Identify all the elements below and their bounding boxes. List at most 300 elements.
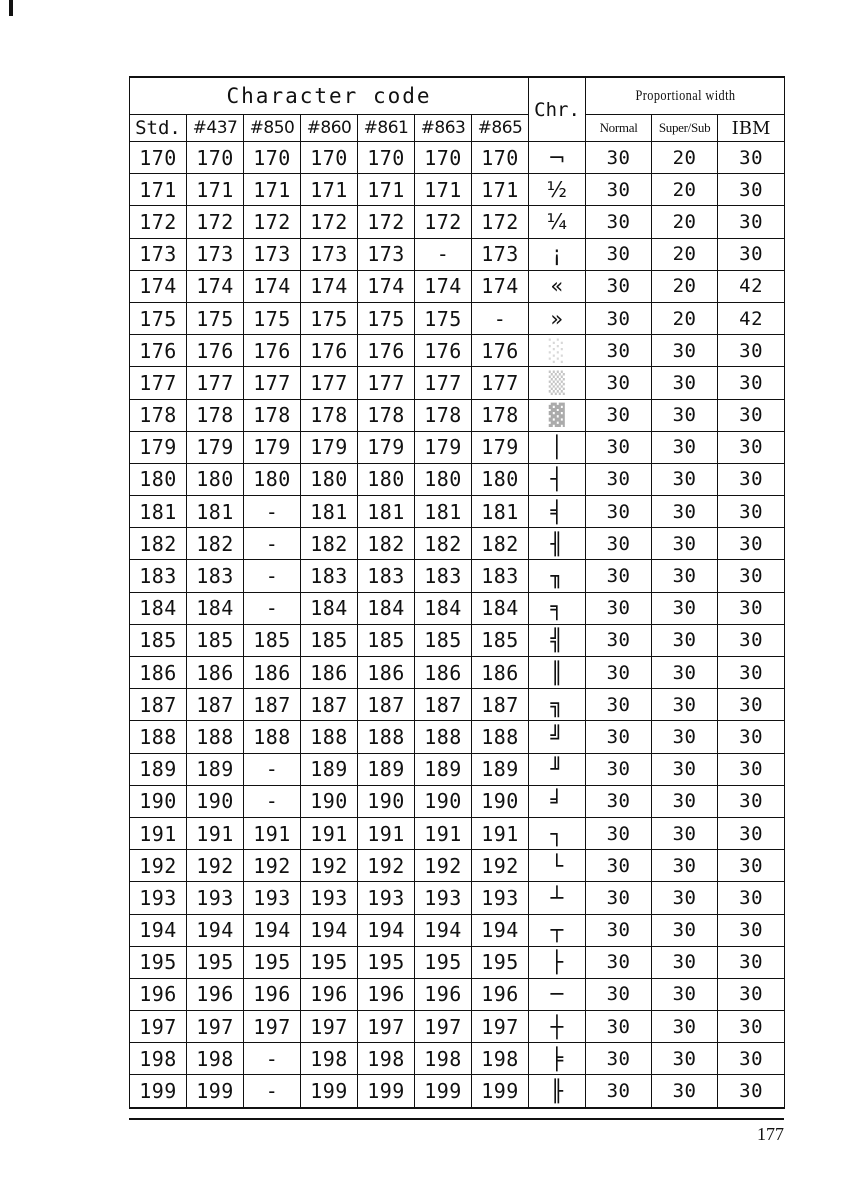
width-normal-cell: 30 — [586, 206, 652, 238]
code-860-cell: 185 — [301, 624, 358, 656]
character-glyph-cell: ╢ — [529, 528, 586, 560]
character-glyph-cell: ╗ — [529, 689, 586, 721]
code-861-cell: 187 — [358, 689, 415, 721]
width-super-sub-cell: 30 — [652, 882, 718, 914]
code-863-cell: 199 — [415, 1075, 472, 1108]
code-865-cell: 198 — [472, 1043, 529, 1075]
code-850-cell: 177 — [244, 367, 301, 399]
character-glyph-cell: ▒ — [529, 367, 586, 399]
character-glyph-cell: ┬ — [529, 914, 586, 946]
code-861-cell: 174 — [358, 270, 415, 302]
code-437-cell: 189 — [187, 753, 244, 785]
code-860-cell: 172 — [301, 206, 358, 238]
code-860-cell: 170 — [301, 142, 358, 174]
table-row — [130, 206, 785, 238]
character-glyph-cell: ░ — [529, 335, 586, 367]
table-row — [130, 850, 785, 882]
code-437-cell: 195 — [187, 946, 244, 978]
code-863-cell: 191 — [415, 817, 472, 849]
code-850-cell: 172 — [244, 206, 301, 238]
margin-mark — [9, 0, 13, 16]
code-850-cell: 187 — [244, 689, 301, 721]
header-group-row — [130, 77, 785, 115]
code-865-cell: 188 — [472, 721, 529, 753]
code-865-cell: 185 — [472, 624, 529, 656]
width-normal-cell: 30 — [586, 978, 652, 1010]
code-std-cell: 176 — [130, 335, 187, 367]
code-std-cell: 190 — [130, 785, 187, 817]
code-863-cell: 188 — [415, 721, 472, 753]
code-437-cell: 197 — [187, 1011, 244, 1043]
code-865-cell: 182 — [472, 528, 529, 560]
code-863-cell: 179 — [415, 431, 472, 463]
code-865-cell: 174 — [472, 270, 529, 302]
code-860-cell: 184 — [301, 592, 358, 624]
code-865-cell: 191 — [472, 817, 529, 849]
width-ibm-cell: 30 — [718, 1011, 785, 1043]
width-super-sub-cell: 30 — [652, 689, 718, 721]
code-861-cell: 172 — [358, 206, 415, 238]
character-glyph-cell: ½ — [529, 174, 586, 206]
width-normal-cell: 30 — [586, 238, 652, 270]
col-850: #850 — [244, 115, 301, 142]
width-ibm-cell: 30 — [718, 496, 785, 528]
table-row — [130, 882, 785, 914]
table-body — [130, 142, 785, 1108]
code-863-cell: 175 — [415, 302, 472, 334]
code-863-cell: 187 — [415, 689, 472, 721]
width-super-sub-cell: 30 — [652, 850, 718, 882]
width-super-sub-cell: 30 — [652, 914, 718, 946]
code-850-cell: 193 — [244, 882, 301, 914]
character-glyph-cell: ▓ — [529, 399, 586, 431]
col-normal: Normal — [586, 115, 652, 142]
width-ibm-cell: 30 — [718, 560, 785, 592]
code-861-cell: 188 — [358, 721, 415, 753]
code-861-cell: 198 — [358, 1043, 415, 1075]
width-super-sub-cell: 20 — [652, 238, 718, 270]
code-437-cell: 171 — [187, 174, 244, 206]
width-normal-cell: 30 — [586, 657, 652, 689]
table-row — [130, 753, 785, 785]
code-863-cell: 170 — [415, 142, 472, 174]
code-std-cell: 199 — [130, 1075, 187, 1108]
table-row — [130, 978, 785, 1010]
width-ibm-cell: 30 — [718, 978, 785, 1010]
code-850-cell: - — [244, 1043, 301, 1075]
code-863-cell: 180 — [415, 463, 472, 495]
code-865-cell: 195 — [472, 946, 529, 978]
code-861-cell: 179 — [358, 431, 415, 463]
character-glyph-cell: ├ — [529, 946, 586, 978]
code-850-cell: - — [244, 1075, 301, 1108]
code-863-cell: 189 — [415, 753, 472, 785]
code-863-cell: 177 — [415, 367, 472, 399]
width-super-sub-cell: 30 — [652, 817, 718, 849]
code-850-cell: 195 — [244, 946, 301, 978]
width-super-sub-cell: 30 — [652, 753, 718, 785]
code-863-cell: 197 — [415, 1011, 472, 1043]
table-row — [130, 1043, 785, 1075]
width-super-sub-cell: 20 — [652, 174, 718, 206]
width-ibm-cell: 30 — [718, 1075, 785, 1108]
table-row — [130, 463, 785, 495]
code-860-cell: 182 — [301, 528, 358, 560]
code-865-cell: 177 — [472, 367, 529, 399]
col-860: #860 — [301, 115, 358, 142]
width-super-sub-cell: 30 — [652, 463, 718, 495]
col-437: #437 — [187, 115, 244, 142]
width-super-sub-cell: 30 — [652, 1011, 718, 1043]
character-glyph-cell: » — [529, 302, 586, 334]
width-super-sub-cell: 30 — [652, 785, 718, 817]
code-861-cell: 171 — [358, 174, 415, 206]
width-ibm-cell: 30 — [718, 817, 785, 849]
code-860-cell: 173 — [301, 238, 358, 270]
code-437-cell: 177 — [187, 367, 244, 399]
code-437-cell: 194 — [187, 914, 244, 946]
code-850-cell: 175 — [244, 302, 301, 334]
code-860-cell: 195 — [301, 946, 358, 978]
width-normal-cell: 30 — [586, 399, 652, 431]
width-ibm-cell: 30 — [718, 785, 785, 817]
code-865-cell: - — [472, 302, 529, 334]
code-863-cell: 184 — [415, 592, 472, 624]
code-860-cell: 183 — [301, 560, 358, 592]
code-860-cell: 188 — [301, 721, 358, 753]
col-863: #863 — [415, 115, 472, 142]
width-normal-cell: 30 — [586, 592, 652, 624]
code-437-cell: 187 — [187, 689, 244, 721]
code-850-cell: 174 — [244, 270, 301, 302]
code-860-cell: 194 — [301, 914, 358, 946]
code-std-cell: 172 — [130, 206, 187, 238]
code-865-cell: 189 — [472, 753, 529, 785]
width-super-sub-cell: 30 — [652, 367, 718, 399]
code-850-cell: 196 — [244, 978, 301, 1010]
code-863-cell: 181 — [415, 496, 472, 528]
width-ibm-cell: 42 — [718, 302, 785, 334]
width-ibm-cell: 30 — [718, 914, 785, 946]
code-850-cell: 180 — [244, 463, 301, 495]
code-std-cell: 188 — [130, 721, 187, 753]
code-860-cell: 181 — [301, 496, 358, 528]
table-row — [130, 367, 785, 399]
table-row — [130, 142, 785, 174]
code-860-cell: 199 — [301, 1075, 358, 1108]
width-super-sub-cell: 30 — [652, 978, 718, 1010]
table-row — [130, 560, 785, 592]
character-glyph-cell: ╟ — [529, 1075, 586, 1108]
code-850-cell: 197 — [244, 1011, 301, 1043]
code-std-cell: 192 — [130, 850, 187, 882]
width-super-sub-cell: 30 — [652, 624, 718, 656]
width-normal-cell: 30 — [586, 367, 652, 399]
width-normal-cell: 30 — [586, 174, 652, 206]
code-863-cell: 185 — [415, 624, 472, 656]
code-std-cell: 181 — [130, 496, 187, 528]
character-glyph-cell: ┼ — [529, 1011, 586, 1043]
width-ibm-cell: 30 — [718, 431, 785, 463]
table-row — [130, 592, 785, 624]
width-super-sub-cell: 30 — [652, 721, 718, 753]
table-row — [130, 914, 785, 946]
code-863-cell: 182 — [415, 528, 472, 560]
table-row — [130, 785, 785, 817]
code-860-cell: 191 — [301, 817, 358, 849]
code-865-cell: 194 — [472, 914, 529, 946]
width-super-sub-cell: 30 — [652, 1043, 718, 1075]
code-865-cell: 176 — [472, 335, 529, 367]
width-ibm-cell: 30 — [718, 850, 785, 882]
width-super-sub-cell: 30 — [652, 431, 718, 463]
width-normal-cell: 30 — [586, 496, 652, 528]
code-850-cell: 179 — [244, 431, 301, 463]
code-861-cell: 186 — [358, 657, 415, 689]
width-ibm-cell: 30 — [718, 206, 785, 238]
width-super-sub-cell: 30 — [652, 560, 718, 592]
code-std-cell: 186 — [130, 657, 187, 689]
code-437-cell: 190 — [187, 785, 244, 817]
code-850-cell: 191 — [244, 817, 301, 849]
col-super-sub: Super/Sub — [652, 115, 718, 142]
width-normal-cell: 30 — [586, 1075, 652, 1108]
code-std-cell: 177 — [130, 367, 187, 399]
code-861-cell: 189 — [358, 753, 415, 785]
character-glyph-cell: ¼ — [529, 206, 586, 238]
code-437-cell: 176 — [187, 335, 244, 367]
code-860-cell: 175 — [301, 302, 358, 334]
table-row — [130, 335, 785, 367]
table-row — [130, 1011, 785, 1043]
table-row — [130, 302, 785, 334]
width-normal-cell: 30 — [586, 560, 652, 592]
code-861-cell: 177 — [358, 367, 415, 399]
code-850-cell: 170 — [244, 142, 301, 174]
character-glyph-cell: └ — [529, 850, 586, 882]
code-std-cell: 195 — [130, 946, 187, 978]
code-850-cell: - — [244, 785, 301, 817]
table-row — [130, 624, 785, 656]
width-normal-cell: 30 — [586, 528, 652, 560]
code-861-cell: 193 — [358, 882, 415, 914]
width-ibm-cell: 30 — [718, 399, 785, 431]
width-normal-cell: 30 — [586, 624, 652, 656]
code-865-cell: 171 — [472, 174, 529, 206]
width-normal-cell: 30 — [586, 142, 652, 174]
code-865-cell: 186 — [472, 657, 529, 689]
code-863-cell: - — [415, 238, 472, 270]
proportional-width-heading: Proportional width — [603, 77, 766, 115]
col-861: #861 — [358, 115, 415, 142]
width-super-sub-cell: 30 — [652, 335, 718, 367]
width-super-sub-cell: 20 — [652, 142, 718, 174]
code-850-cell: 188 — [244, 721, 301, 753]
code-437-cell: 174 — [187, 270, 244, 302]
code-863-cell: 186 — [415, 657, 472, 689]
code-860-cell: 179 — [301, 431, 358, 463]
code-860-cell: 192 — [301, 850, 358, 882]
width-ibm-cell: 30 — [718, 946, 785, 978]
code-std-cell: 189 — [130, 753, 187, 785]
width-normal-cell: 30 — [586, 850, 652, 882]
table-header — [130, 77, 785, 142]
code-850-cell: - — [244, 496, 301, 528]
width-ibm-cell: 30 — [718, 592, 785, 624]
character-glyph-cell: « — [529, 270, 586, 302]
code-861-cell: 194 — [358, 914, 415, 946]
code-863-cell: 198 — [415, 1043, 472, 1075]
width-super-sub-cell: 20 — [652, 302, 718, 334]
width-ibm-cell: 30 — [718, 528, 785, 560]
code-863-cell: 195 — [415, 946, 472, 978]
width-ibm-cell: 30 — [718, 721, 785, 753]
code-437-cell: 188 — [187, 721, 244, 753]
code-861-cell: 176 — [358, 335, 415, 367]
table-row — [130, 689, 785, 721]
code-std-cell: 174 — [130, 270, 187, 302]
code-861-cell: 182 — [358, 528, 415, 560]
code-437-cell: 173 — [187, 238, 244, 270]
code-861-cell: 190 — [358, 785, 415, 817]
code-std-cell: 171 — [130, 174, 187, 206]
code-std-cell: 183 — [130, 560, 187, 592]
character-glyph-cell: ─ — [529, 978, 586, 1010]
header-column-row — [130, 115, 785, 142]
code-863-cell: 174 — [415, 270, 472, 302]
width-normal-cell: 30 — [586, 882, 652, 914]
code-860-cell: 186 — [301, 657, 358, 689]
code-860-cell: 174 — [301, 270, 358, 302]
width-ibm-cell: 30 — [718, 174, 785, 206]
code-std-cell: 173 — [130, 238, 187, 270]
code-865-cell: 173 — [472, 238, 529, 270]
code-std-cell: 178 — [130, 399, 187, 431]
width-normal-cell: 30 — [586, 431, 652, 463]
character-glyph-cell: ╣ — [529, 624, 586, 656]
col-865: #865 — [472, 115, 529, 142]
code-437-cell: 181 — [187, 496, 244, 528]
code-861-cell: 181 — [358, 496, 415, 528]
width-ibm-cell: 30 — [718, 142, 785, 174]
code-863-cell: 190 — [415, 785, 472, 817]
width-normal-cell: 30 — [586, 753, 652, 785]
code-861-cell: 184 — [358, 592, 415, 624]
code-861-cell: 170 — [358, 142, 415, 174]
code-std-cell: 187 — [130, 689, 187, 721]
code-865-cell: 178 — [472, 399, 529, 431]
table-row — [130, 174, 785, 206]
width-super-sub-cell: 20 — [652, 206, 718, 238]
code-std-cell: 191 — [130, 817, 187, 849]
code-863-cell: 196 — [415, 978, 472, 1010]
code-860-cell: 187 — [301, 689, 358, 721]
code-437-cell: 183 — [187, 560, 244, 592]
character-glyph-cell: ╖ — [529, 560, 586, 592]
code-850-cell: 178 — [244, 399, 301, 431]
code-std-cell: 194 — [130, 914, 187, 946]
code-850-cell: - — [244, 528, 301, 560]
width-super-sub-cell: 30 — [652, 496, 718, 528]
code-437-cell: 191 — [187, 817, 244, 849]
table-row — [130, 1075, 785, 1108]
width-normal-cell: 30 — [586, 1043, 652, 1075]
code-861-cell: 197 — [358, 1011, 415, 1043]
table-row — [130, 238, 785, 270]
width-ibm-cell: 30 — [718, 624, 785, 656]
code-863-cell: 183 — [415, 560, 472, 592]
code-437-cell: 198 — [187, 1043, 244, 1075]
code-860-cell: 180 — [301, 463, 358, 495]
code-863-cell: 178 — [415, 399, 472, 431]
width-ibm-cell: 30 — [718, 335, 785, 367]
character-glyph-cell: ╛ — [529, 785, 586, 817]
code-850-cell: 192 — [244, 850, 301, 882]
code-850-cell: 186 — [244, 657, 301, 689]
code-865-cell: 181 — [472, 496, 529, 528]
table-row — [130, 817, 785, 849]
footer-rule — [129, 1118, 784, 1120]
code-850-cell: 171 — [244, 174, 301, 206]
code-865-cell: 196 — [472, 978, 529, 1010]
character-glyph-cell: │ — [529, 431, 586, 463]
code-861-cell: 173 — [358, 238, 415, 270]
code-863-cell: 194 — [415, 914, 472, 946]
code-437-cell: 184 — [187, 592, 244, 624]
width-ibm-cell: 42 — [718, 270, 785, 302]
code-std-cell: 175 — [130, 302, 187, 334]
character-glyph-cell: ╜ — [529, 753, 586, 785]
code-865-cell: 184 — [472, 592, 529, 624]
code-861-cell: 196 — [358, 978, 415, 1010]
character-glyph-cell: ╞ — [529, 1043, 586, 1075]
character-glyph-cell: ╝ — [529, 721, 586, 753]
code-860-cell: 171 — [301, 174, 358, 206]
width-normal-cell: 30 — [586, 914, 652, 946]
table-row — [130, 657, 785, 689]
code-850-cell: 173 — [244, 238, 301, 270]
width-super-sub-cell: 30 — [652, 399, 718, 431]
code-865-cell: 183 — [472, 560, 529, 592]
code-850-cell: 194 — [244, 914, 301, 946]
width-super-sub-cell: 30 — [652, 657, 718, 689]
code-863-cell: 171 — [415, 174, 472, 206]
col-ibm: IBM — [718, 115, 785, 142]
width-normal-cell: 30 — [586, 270, 652, 302]
width-ibm-cell: 30 — [718, 463, 785, 495]
code-865-cell: 193 — [472, 882, 529, 914]
code-860-cell: 189 — [301, 753, 358, 785]
code-860-cell: 193 — [301, 882, 358, 914]
width-super-sub-cell: 30 — [652, 592, 718, 624]
code-437-cell: 172 — [187, 206, 244, 238]
code-437-cell: 186 — [187, 657, 244, 689]
code-860-cell: 178 — [301, 399, 358, 431]
table-row — [130, 496, 785, 528]
character-glyph-cell: ┐ — [529, 817, 586, 849]
col-std: Std. — [130, 115, 187, 142]
chr-heading: Chr. — [529, 77, 586, 142]
page-number: 177 — [757, 1124, 784, 1144]
code-437-cell: 185 — [187, 624, 244, 656]
code-865-cell: 180 — [472, 463, 529, 495]
code-437-cell: 196 — [187, 978, 244, 1010]
code-std-cell: 196 — [130, 978, 187, 1010]
width-super-sub-cell: 30 — [652, 1075, 718, 1108]
code-437-cell: 180 — [187, 463, 244, 495]
width-ibm-cell: 30 — [718, 1043, 785, 1075]
code-861-cell: 185 — [358, 624, 415, 656]
